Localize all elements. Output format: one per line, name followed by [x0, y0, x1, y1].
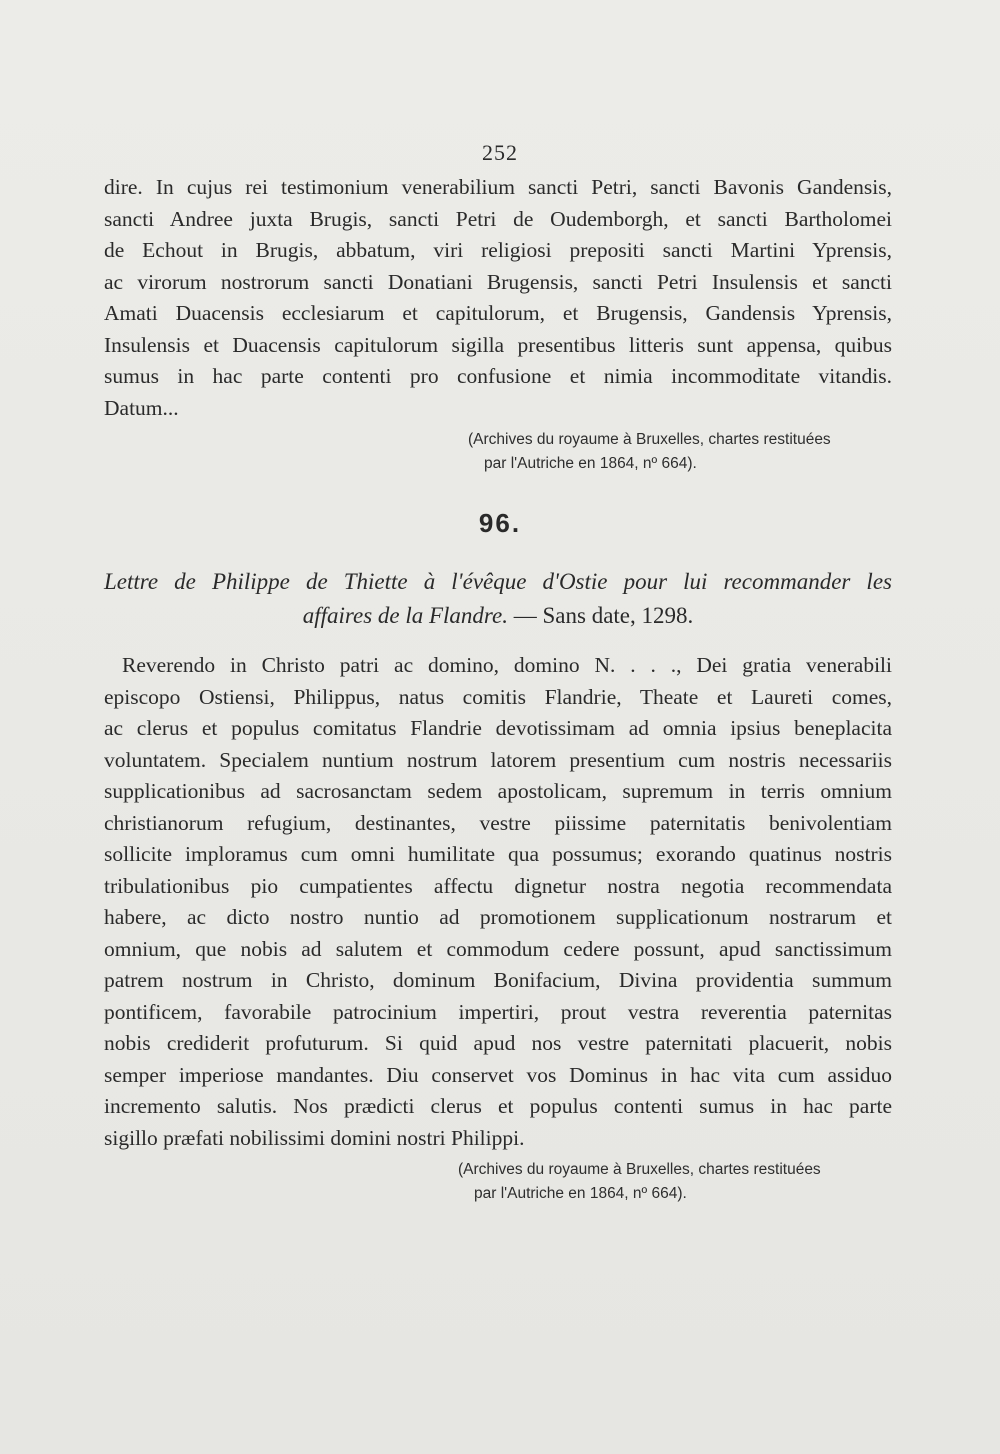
- text-line: Reverendo in Christo patri ac domino, domino N. . . ., Dei gratia venerabili: [122, 653, 892, 677]
- text-line: ac virorum nostrorum sancti Donatiani Brugensis, sancti Petri Insulensis et sancti: [104, 269, 892, 294]
- text-line: Amati Duacensis ecclesiarum et capitulorum, et Brugensis, Gandensis Yprensis,: [104, 301, 892, 325]
- archive-source-citation: [468, 428, 831, 476]
- title-line: [104, 599, 892, 633]
- text-line: incremento salutis. Nos prædicti clerus et populus contenti sumus in hac parte: [104, 1094, 892, 1118]
- text-line: dire. In cujus rei testimonium venerabilium sancti Petri, sancti Bavonis Gandensis,: [104, 175, 892, 199]
- top-paragraph: [104, 172, 892, 424]
- text-line: patrem nostrum in Christo, dominum Bonifacium, Divina providentia summum: [104, 968, 892, 992]
- text-line: supplicationibus ad sacrosanctam sedem apostolicam, supremum in terris omnium: [104, 779, 892, 803]
- main-paragraph: [104, 650, 892, 1154]
- text-line: sigillo præfati nobilissimi domini nostri Philippi.: [104, 1125, 525, 1150]
- title-italic-part: affaires de la Flandre.: [302, 603, 508, 628]
- text-line: Datum...: [104, 395, 179, 420]
- text-line: tribulationibus pio cumpatientes affectu dignetur nostra negotia recommendata: [104, 873, 892, 898]
- paragraph: [104, 172, 892, 424]
- text-line: sumus in hac parte contenti pro confusione et nimia incommoditate vitandis.: [104, 364, 892, 388]
- document-number: 96.: [478, 508, 522, 538]
- text-line: ac clerus et populus comitatus Flandrie devotissimam ad omnia ipsius beneplacita: [104, 716, 892, 740]
- text-line: omnium, que nobis ad salutem et commodum cedere possunt, apud sanctissimum: [104, 936, 892, 961]
- citation-line: (Archives du royaume à Bruxelles, chartes restituées: [468, 431, 831, 448]
- citation-line: par l'Autriche en 1864, nº 664).: [474, 1185, 687, 1202]
- text-line: habere, ac dicto nostro nuntio ad promotionem supplicationum nostrarum et: [104, 905, 892, 929]
- document-title: [104, 565, 892, 633]
- text-line: sancti Andree juxta Brugis, sancti Petri de Oudemborgh, et sancti Bartholomei: [104, 206, 892, 231]
- citation-line: (Archives du royaume à Bruxelles, chartes restituées: [458, 1161, 821, 1178]
- page-number: 252: [482, 140, 518, 165]
- text-line: episcopo Ostiensi, Philippus, natus comitis Flandrie, Theate et Laureti comes,: [104, 684, 892, 709]
- citation-line: par l'Autriche en 1864, nº 664).: [484, 455, 697, 472]
- text-line: nobis crediderit profuturum. Si quid apud nos vestre paternitati placuerit, nobis: [104, 1031, 892, 1055]
- text-line: pontificem, favorabile patrocinium impertiri, prout vestra reverentia paternitas: [104, 999, 892, 1024]
- text-line: sollicite imploramus cum omni humilitate qua possumus; exorando quatinus nostris: [104, 842, 892, 866]
- title-line: Lettre de Philippe de Thiette à l'évêque d'Ostie pour lui recommander les: [104, 569, 892, 594]
- text-line: Insulensis et Duacensis capitulorum sigilla presentibus litteris sunt appensa, quibus: [104, 332, 892, 357]
- text-line: de Echout in Brugis, abbatum, viri religiosi prepositi sancti Martini Yprensis,: [104, 238, 892, 262]
- text-line: voluntatem. Specialem nuntium nostrum latorem presentium cum nostris necessariis: [104, 747, 892, 772]
- archive-source-citation: [458, 1158, 821, 1206]
- text-line: semper imperiose mandantes. Diu conservet vos Dominus in hac vita cum assiduo: [104, 1062, 892, 1087]
- paragraph: [104, 650, 892, 1154]
- title-date: — Sans date, 1298.: [508, 603, 694, 628]
- text-line: christianorum refugium, destinantes, vestre piissime paternitatis benivolentiam: [104, 810, 892, 835]
